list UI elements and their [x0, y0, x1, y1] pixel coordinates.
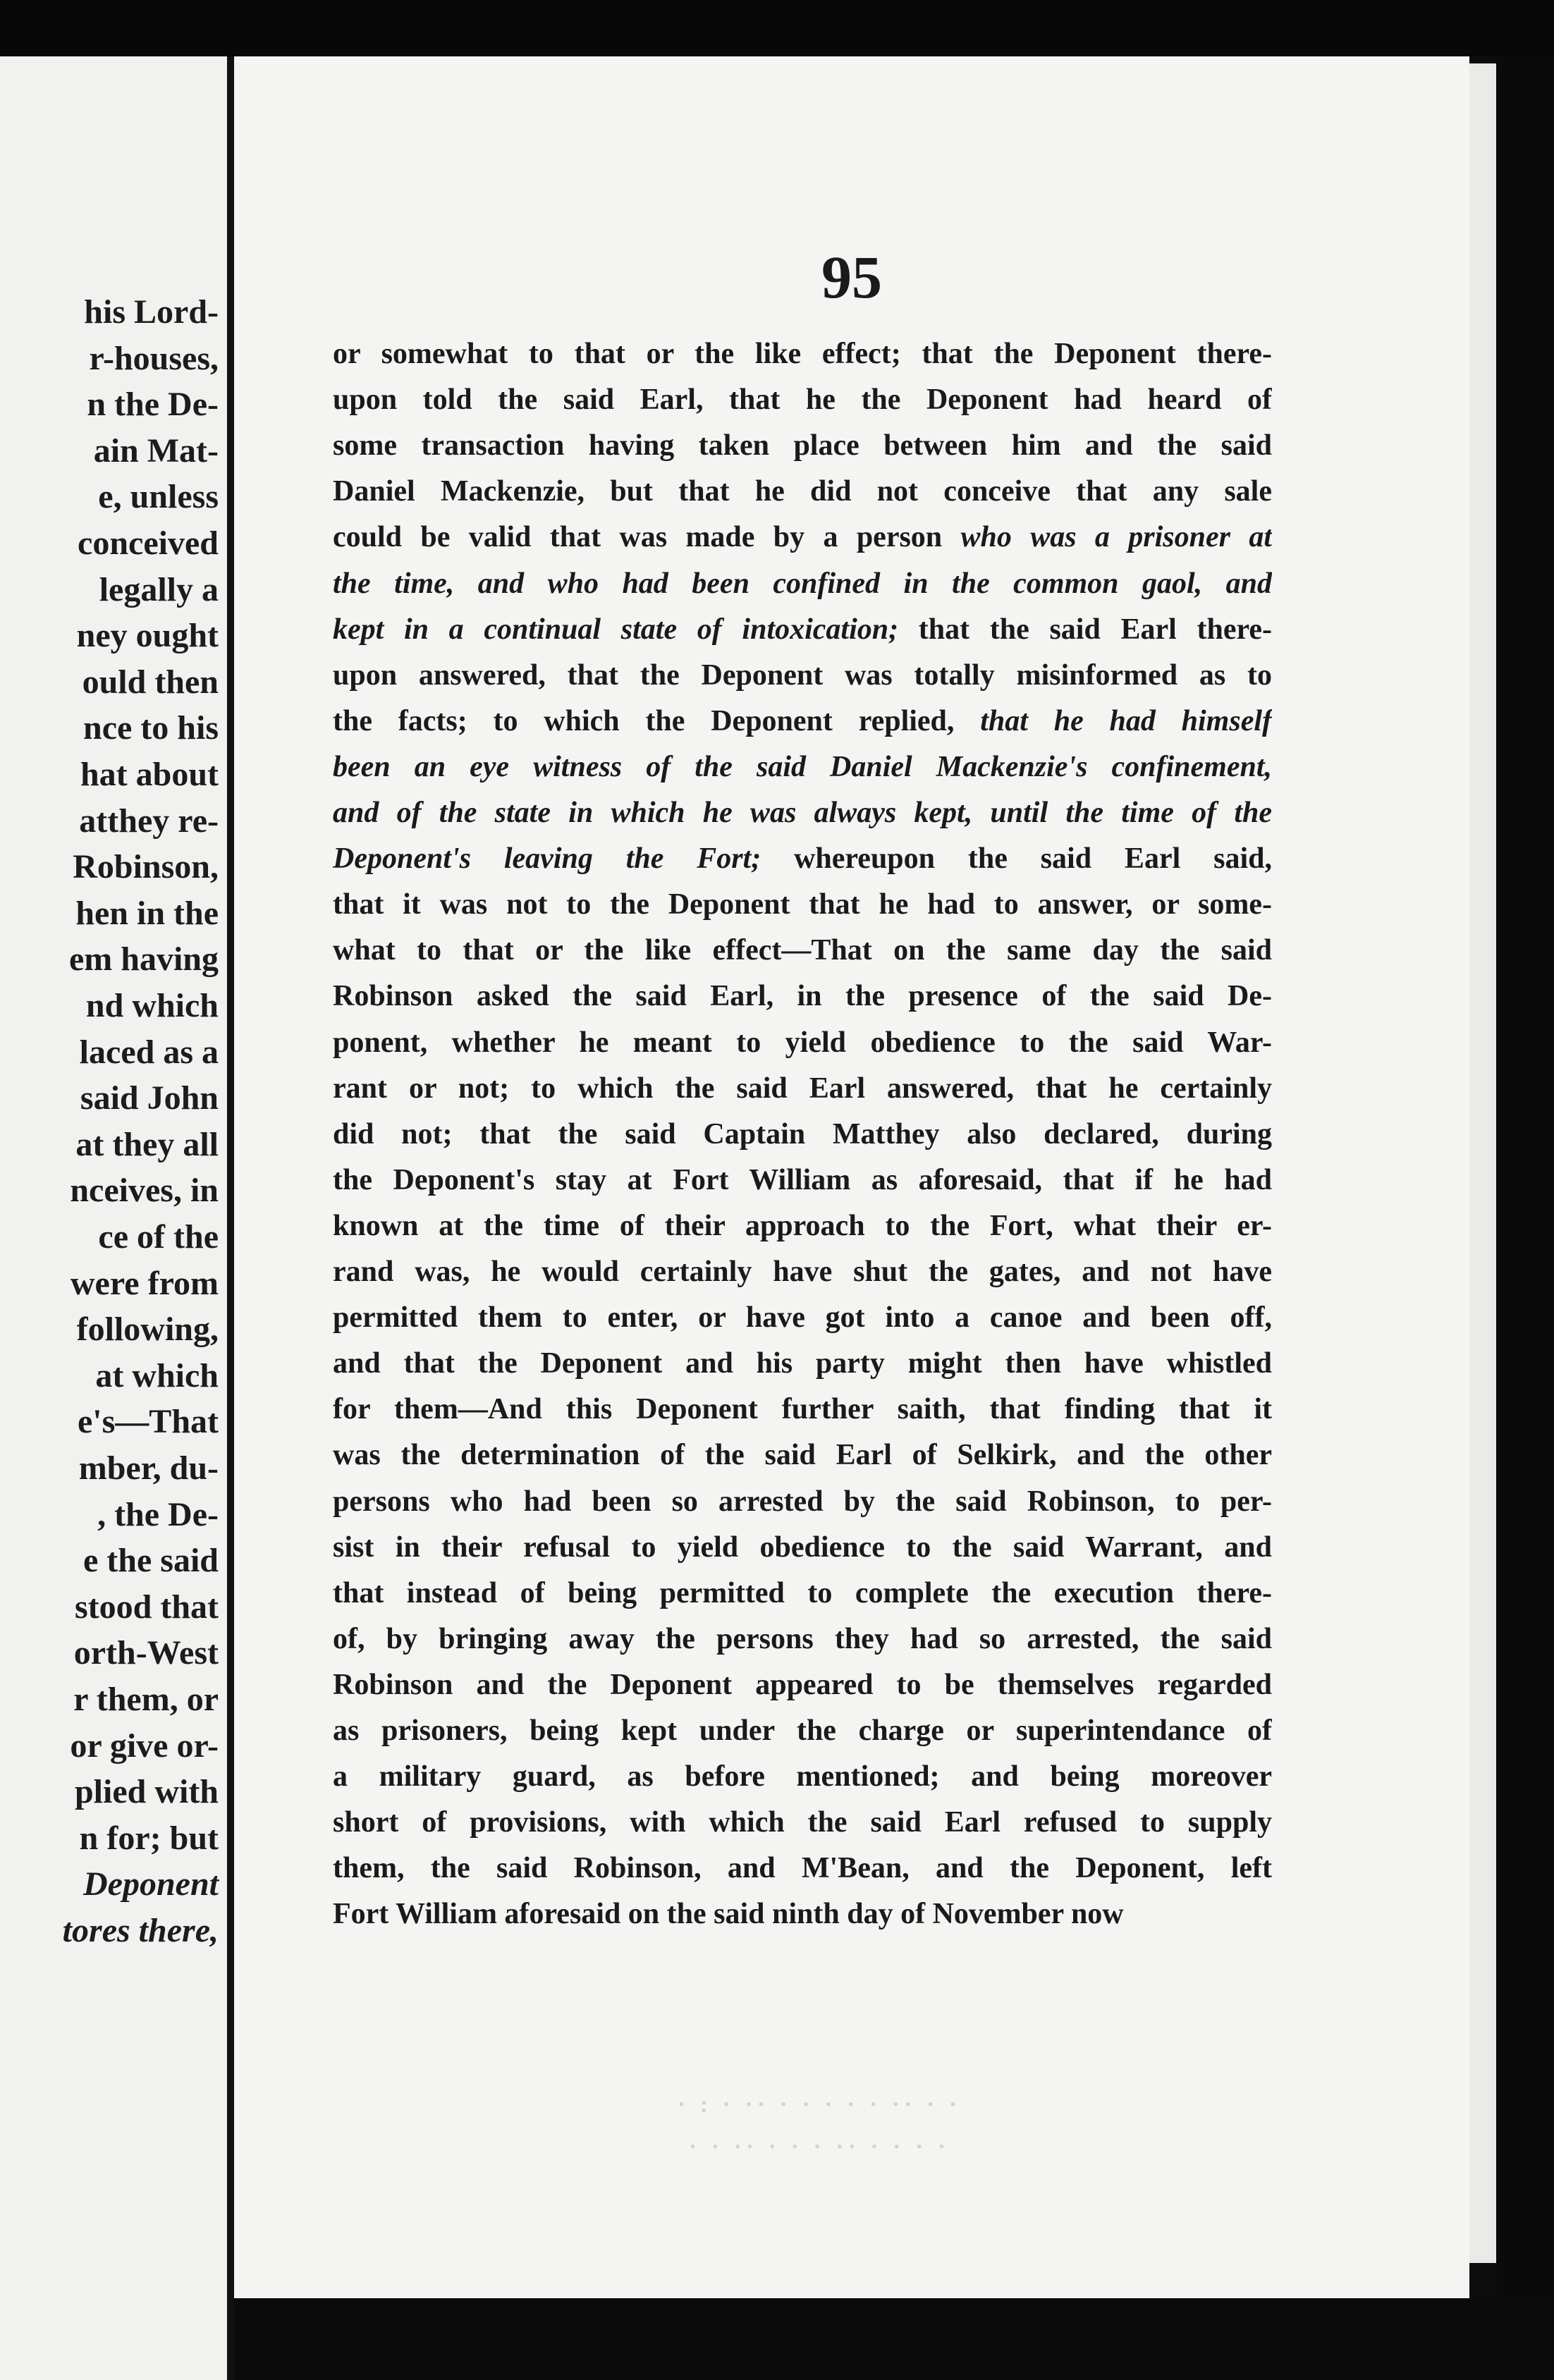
text-run: Robinson asked the said Earl, in the presence of the said De-: [333, 980, 1272, 1013]
fragment-line: following,: [76, 1311, 219, 1349]
body-text-line: [333, 607, 1272, 652]
scan-top-border: [0, 0, 1554, 56]
body-text-line: [333, 423, 1272, 468]
text-run: sist in their refusal to yield obedience to the said Warrant, and: [333, 1531, 1272, 1564]
fragment-line: legally a: [99, 570, 219, 608]
body-text-line: [333, 928, 1272, 973]
book-page: [234, 56, 1469, 2298]
text-run: a military guard, as before mentioned; and being moreover: [333, 1760, 1272, 1793]
text-run: known at the time of their approach to the Fort, what their er-: [333, 1209, 1272, 1242]
body-text-line: [333, 1891, 1272, 1937]
text-run: did not; that the said Captain Matthey also declared, during: [333, 1117, 1272, 1151]
body-text-line: [333, 1066, 1272, 1111]
italic-text-run: the time, and who had been confined in the common gaol, and: [333, 567, 1272, 600]
text-run: upon answered, that the Deponent was totally misinformed as to: [333, 658, 1272, 692]
italic-text-run: been an eye witness of the said Daniel Mackenzie's confinement,: [333, 750, 1272, 783]
fragment-line: his Lord-: [84, 293, 219, 331]
fragment-line: e's—That: [77, 1403, 219, 1441]
text-run: that the said Earl there-: [898, 613, 1272, 646]
italic-text-run: kept in a continual state of intoxication;: [333, 613, 899, 646]
text-run: Daniel Mackenzie, but that he did not conceive that any sale: [333, 475, 1272, 508]
fragment-line: at they all: [75, 1125, 219, 1163]
italic-text-run: who was a prisoner at: [960, 521, 1272, 554]
fragment-line: ain Mat-: [93, 431, 219, 470]
fragment-line: n the De-: [87, 386, 219, 424]
text-run: upon told the said Earl, that he the Deponent had heard of: [333, 384, 1272, 417]
fragment-line: em having: [68, 940, 219, 979]
text-run: or somewhat to that or the like effect; that the Deponent there-: [333, 338, 1272, 370]
fragment-line: at which: [95, 1356, 219, 1394]
body-text-line: [333, 469, 1272, 514]
text-run: whereupon the said Earl said,: [761, 842, 1272, 876]
text-run: persons who had been so arrested by the said Robinson, to per-: [333, 1485, 1272, 1518]
text-run: for them—And this Deponent further saith, that finding that it: [333, 1393, 1272, 1426]
fragment-line: orth-West: [73, 1634, 219, 1672]
fragment-line: tores there,: [62, 1912, 219, 1949]
body-text-line: [333, 1708, 1272, 1753]
text-run: them, the said Robinson, and M'Bean, and the Deponent, left: [333, 1852, 1272, 1885]
text-run: was the determination of the said Earl of Selkirk, and the other: [333, 1439, 1272, 1472]
body-text-line: [333, 836, 1272, 881]
fragment-line: ould then: [82, 663, 219, 701]
page-number: 95: [821, 243, 882, 311]
fragment-line: ce of the: [98, 1218, 219, 1256]
body-text-line: [333, 1433, 1272, 1478]
text-run: ponent, whether he meant to yield obedience to the said War-: [333, 1026, 1272, 1059]
fragment-line: hen in the: [75, 894, 219, 932]
fragment-line: r-houses,: [89, 339, 219, 377]
body-text-line: [333, 515, 1272, 560]
italic-text-run: Deponent's leaving the Fort;: [333, 842, 761, 876]
fragment-line: Deponent: [83, 1865, 219, 1903]
body-text-line: [333, 377, 1272, 422]
facing-page-fragment: [0, 56, 227, 2380]
text-run: the facts; to which the Deponent replied,: [333, 704, 981, 737]
text-run: rand was, he would certainly have shut the gates, and not have: [333, 1256, 1272, 1288]
body-text-line: [333, 974, 1272, 1019]
italic-text-run: that he had himself: [980, 704, 1272, 737]
body-text-line: [333, 1203, 1272, 1249]
body-text-line: [333, 1525, 1272, 1570]
fragment-line: , the De-: [97, 1495, 219, 1533]
fragment-line: n for; but: [79, 1819, 219, 1857]
fragment-line: ney ought: [76, 617, 219, 655]
body-text-line: [333, 653, 1272, 698]
body-text-line: [333, 331, 1272, 376]
text-run: what to that or the like effect—That on the same day the said: [333, 934, 1272, 967]
reverse-side-bleed-through: · · ·· · · · ·· · · · ·: [688, 2134, 950, 2160]
text-run: and that the Deponent and his party might then have whistled: [333, 1347, 1272, 1380]
text-run: Robinson and the Deponent appeared to be themselves regarded: [333, 1668, 1272, 1701]
book-gutter: [227, 56, 234, 2380]
fragment-line: nceives, in: [70, 1172, 219, 1210]
body-text-line: [333, 1020, 1272, 1065]
fragment-line: were from: [70, 1264, 219, 1302]
fragment-line: plied with: [74, 1773, 219, 1811]
fragment-line: e, unless: [98, 478, 219, 516]
fragment-line: Robinson,: [73, 848, 219, 886]
reverse-side-bleed-through: · : · ·· · · · · · ·· · ·: [677, 2092, 962, 2118]
text-run: rant or not; to which the said Earl answered, that he certainly: [333, 1072, 1272, 1105]
fragment-line: stood that: [74, 1588, 219, 1626]
body-text-line: [333, 1617, 1272, 1662]
body-text-line: [333, 1800, 1272, 1845]
fragment-line: nce to his: [83, 709, 219, 747]
page-edge: [1469, 63, 1496, 2263]
fragment-line: nd which: [85, 987, 219, 1024]
body-text-line: [333, 561, 1272, 606]
body-text-line: [333, 744, 1272, 790]
body-text-line: [333, 882, 1272, 927]
text-run: as prisoners, being kept under the charge or superintendance of: [333, 1715, 1272, 1747]
text-run: could be valid that was made by a person: [333, 521, 961, 554]
fragment-line: or give or-: [70, 1726, 219, 1765]
body-text-line: [333, 1295, 1272, 1340]
italic-text-run: and of the state in which he was always kept, until the time of the: [333, 797, 1272, 829]
text-run: that instead of being permitted to complete the execution there-: [333, 1576, 1272, 1609]
body-text-line: [333, 1662, 1272, 1707]
body-text-line: [333, 790, 1272, 835]
body-text-line: [333, 1341, 1272, 1386]
body-text-line: [333, 1112, 1272, 1157]
text-run: permitted them to enter, or have got into a canoe and been off,: [333, 1301, 1272, 1335]
body-text-line: [333, 1158, 1272, 1203]
body-text-line: [333, 699, 1272, 744]
fragment-line: atthey re-: [79, 802, 219, 840]
fragment-line: said John: [80, 1079, 219, 1117]
text-run: the Deponent's stay at Fort William as aforesaid, that if he had: [333, 1163, 1272, 1196]
text-run: of, by bringing away the persons they had so arrested, the said: [333, 1622, 1272, 1655]
text-run: short of provisions, with which the said Earl refused to supply: [333, 1806, 1272, 1839]
text-run: Fort William aforesaid on the said ninth day of November now: [333, 1898, 1124, 1931]
scan-bottom-border: [234, 2298, 1554, 2380]
fragment-line: mber, du-: [78, 1449, 219, 1487]
text-run: that it was not to the Deponent that he had to answer, or some-: [333, 888, 1272, 921]
body-text-line: [333, 1249, 1272, 1294]
fragment-line: conceived: [78, 525, 219, 562]
fragment-line: r them, or: [73, 1681, 219, 1718]
body-text-line: [333, 1846, 1272, 1891]
body-text-line: [333, 1387, 1272, 1432]
text-run: some transaction having taken place between him and the said: [333, 429, 1272, 462]
scan-right-border: [1496, 56, 1554, 2380]
body-text-line: [333, 1571, 1272, 1616]
fragment-line: laced as a: [79, 1033, 219, 1071]
body-text-line: [333, 1754, 1272, 1799]
fragment-line: e the said: [83, 1542, 219, 1580]
body-text-line: [333, 1479, 1272, 1524]
fragment-line: hat about: [80, 756, 219, 793]
